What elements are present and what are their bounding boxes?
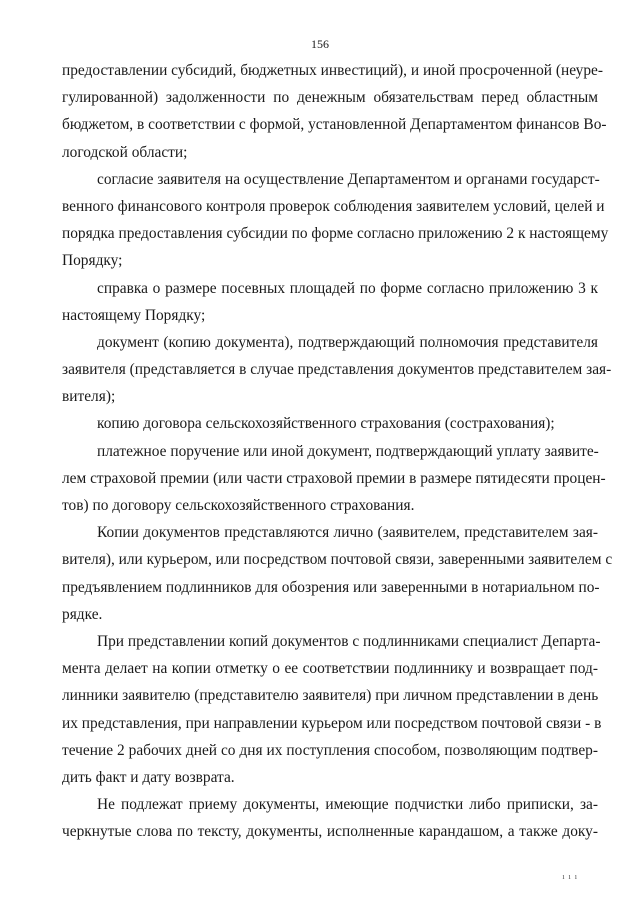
text-line: тов) по договору сельскохозяйственного страхования. [62,497,415,514]
text-line: предъявлением подлинников для обозрения или заверенными в нотариальном по- [62,578,600,596]
text-line: вителя); [62,388,116,406]
text-line: бюджетом, в соответствии с формой, установленной Департаментом финансов Во- [62,116,607,134]
document-body [62,57,613,845]
paragraph [62,519,613,628]
text-line: Порядку; [62,252,123,270]
text-line: копию договора сельскохозяйственного страхования (сострахования); [97,415,555,433]
text-line: течение 2 рабочих дней со дня их поступления способом, позволяющим подтвер- [62,741,598,759]
paragraph [62,275,598,329]
text-line: Копии документов представляются лично (заявителем, представителем зая- [97,524,598,542]
page-number: 156 [311,37,329,51]
paragraph [62,410,598,437]
text-line: настоящему Порядку; [62,306,206,324]
text-line: венного финансового контроля проверок соблюдения заявителем условий, целей и [62,197,605,215]
paragraph [62,166,609,275]
text-line: мента делает на копии отметку о ее соответствии подлиннику и возвращает под- [62,660,598,678]
text-line: лем страховой премии (или части страховой премии в размере пятидесяти процен- [62,469,606,487]
text-line: логодской области; [62,143,188,161]
text-line: платежное поручение или иной документ, подтверждающий уплату заявите- [97,442,599,460]
text-line: линники заявителю (представителю заявителя) при личном представлении в день [62,687,599,705]
text-line: предоставлении субсидий, бюджетных инвестиций), и иной просроченной (неуре- [62,62,604,79]
text-line: черкнутые слова по тексту, документы, исполненные карандашом, а также доку- [62,823,598,841]
text-line: Не подлежат приему документы, имеющие подчистки либо приписки, за- [97,796,598,814]
paragraph [62,628,602,791]
text-line: справка о размере посевных площадей по форме согласно приложению 3 к [97,279,598,297]
text-line: рядке. [62,605,103,623]
text-line: документ (копию документа), подтверждающий полномочия представителя [97,333,598,351]
paragraph [62,438,606,520]
text-line: дить факт и дату возврата. [62,768,235,786]
text-line: гулированной) задолженности по денежным обязательствам перед областным [62,89,598,107]
footer-mark: ı ı ı [562,872,578,881]
text-line: их представления, при направлении курьером или посредством почтовой связи - в [62,714,602,732]
paragraph [62,791,598,845]
text-line: вителя), или курьером, или посредством почтовой связи, заверенными заявителем с [62,551,613,569]
paragraph [62,329,612,411]
text-line: порядка предоставления субсидии по форме согласно приложению 2 к настоящему [62,225,609,243]
text-line: При представлении копий документов с подлинниками специалист Департа- [97,632,601,650]
text-line: заявителя (представляется в случае представления документов представителем зая- [62,361,612,379]
paragraph [62,57,607,166]
text-line: согласие заявителя на осуществление Департаментом и органами государст- [97,170,600,188]
